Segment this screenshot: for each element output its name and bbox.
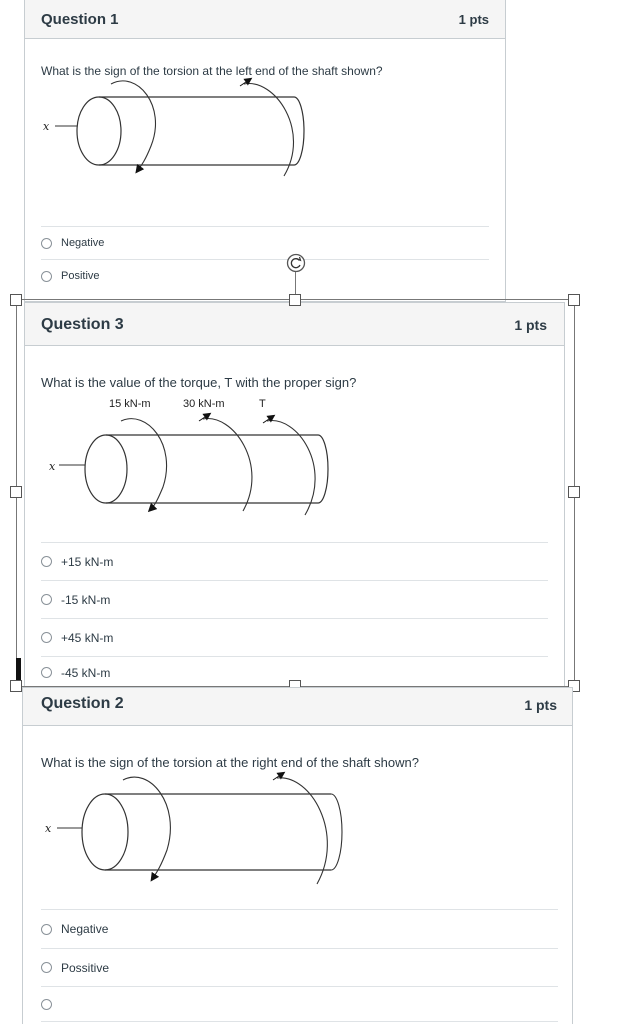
question-3-panel (24, 302, 565, 687)
radio-button[interactable] (41, 556, 52, 567)
question-1-answer-negative[interactable] (41, 226, 489, 259)
rotate-handle-stem (295, 272, 296, 294)
torque-label-2: 30 kN-m (183, 398, 225, 410)
question-1-header (25, 0, 505, 39)
question-3-answer-2[interactable] (41, 580, 548, 618)
question-2-points: 1 pts (524, 697, 557, 713)
question-2-answer-3[interactable] (41, 986, 558, 1022)
resize-handle-bottom-left[interactable] (10, 680, 22, 692)
radio-button[interactable] (41, 271, 52, 282)
answer-label: +45 kN-m (61, 630, 114, 645)
resize-handle-top-right[interactable] (568, 294, 580, 306)
question-3-prompt: What is the value of the torque, T with the proper sign? (41, 375, 357, 390)
answer-label: Negative (61, 237, 105, 249)
answer-label: Positive (61, 270, 100, 282)
answer-label: Negative (61, 922, 109, 936)
answer-label: Possitive (61, 960, 110, 975)
svg-text:x: x (43, 120, 50, 133)
radio-button[interactable] (41, 999, 52, 1010)
svg-text:x: x (49, 460, 56, 473)
radio-button[interactable] (41, 632, 52, 643)
question-3-answer-3[interactable] (41, 618, 548, 656)
question-2-shaft-figure (41, 774, 371, 894)
radio-button[interactable] (41, 238, 52, 249)
question-2-panel (22, 687, 573, 1024)
torque-label-3: T (259, 398, 266, 410)
resize-handle-top-left[interactable] (10, 294, 22, 306)
question-2-prompt: What is the sign of the torsion at the right end of the shaft shown? (41, 755, 419, 770)
svg-text:x: x (45, 822, 52, 835)
question-1-panel (24, 0, 506, 302)
resize-handle-top-center[interactable] (289, 294, 301, 306)
question-2-answer-positive[interactable] (41, 948, 558, 986)
question-1-points: 1 pts (458, 12, 489, 27)
answer-label: -45 kN-m (61, 665, 111, 680)
radio-button[interactable] (41, 924, 52, 935)
torque-label-1: 15 kN-m (109, 398, 151, 410)
text-cursor-marker (16, 658, 21, 680)
question-3-points: 1 pts (514, 317, 547, 333)
radio-button[interactable] (41, 594, 52, 605)
question-2-answer-negative[interactable] (41, 909, 558, 948)
question-1-answer-positive[interactable] (41, 259, 489, 292)
question-3-answer-1[interactable] (41, 542, 548, 580)
question-1-prompt: What is the sign of the torsion at the left end of the shaft shown? (41, 64, 383, 78)
question-3-shaft-figure (43, 395, 363, 525)
radio-button[interactable] (41, 962, 52, 973)
question-1-shaft-figure (39, 76, 339, 186)
resize-handle-middle-left[interactable] (10, 486, 22, 498)
resize-handle-middle-right[interactable] (568, 486, 580, 498)
question-3-header (25, 303, 564, 346)
rotate-handle-icon[interactable] (286, 253, 306, 273)
question-1-title: Question 1 (41, 11, 119, 28)
answer-label: -15 kN-m (61, 592, 111, 607)
question-2-title: Question 2 (41, 695, 124, 712)
answer-label: +15 kN-m (61, 554, 114, 569)
question-2-header (23, 688, 572, 726)
question-3-title: Question 3 (41, 316, 124, 333)
radio-button[interactable] (41, 667, 52, 678)
